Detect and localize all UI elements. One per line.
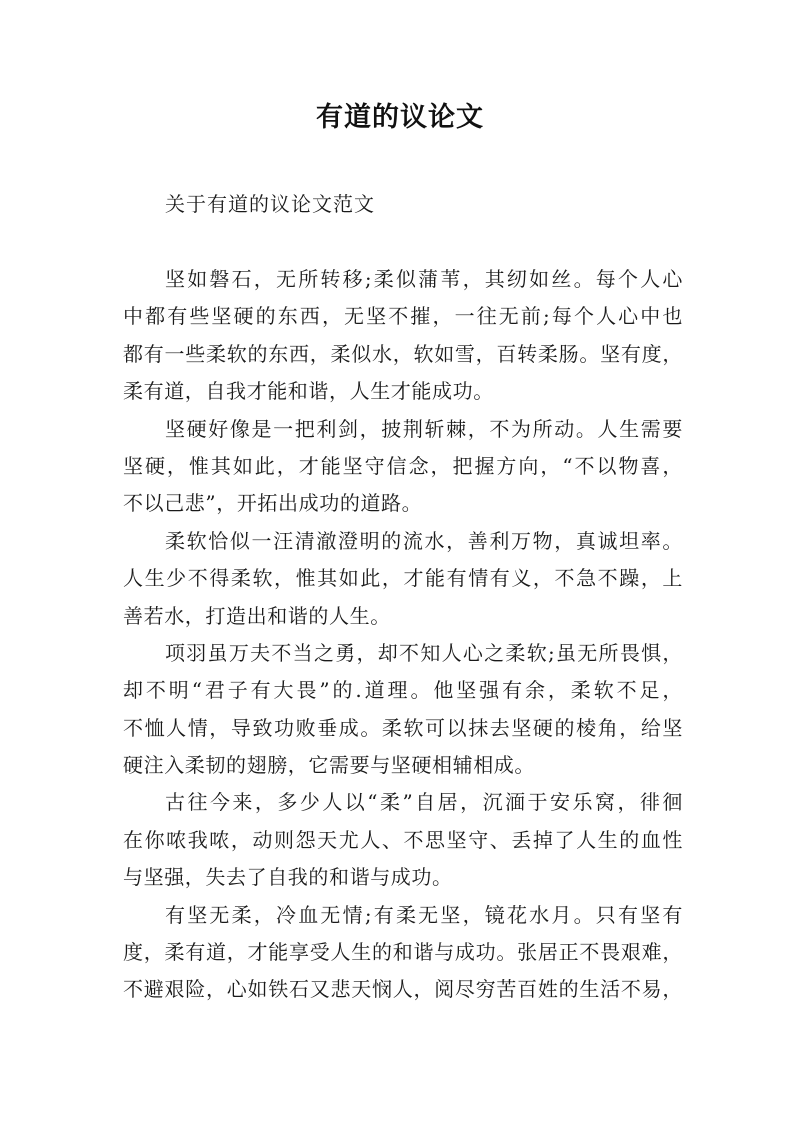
text-line: 柔有道，自我才能和谐，人生才能成功。 (123, 379, 494, 404)
paragraph-2 (123, 411, 683, 523)
text-line: 却不明“君子有大畏”的.道理。他坚强有余，柔软不足， (123, 678, 683, 703)
paragraph-1 (123, 261, 683, 411)
paragraph-3 (123, 523, 683, 635)
paragraph-5 (123, 784, 683, 896)
text-line: 坚硬好像是一把利剑，披荆斩棘，不为所动。人生需要 (165, 416, 683, 441)
text-line: 坚硬，惟其如此，才能坚守信念，把握方向，“不以物喜， (123, 453, 683, 478)
text-line: 不避艰险，心如铁石又悲天悯人，阅尽穷苦百姓的生活不易， (123, 977, 683, 1002)
text-line: 项羽虽万夫不当之勇，却不知人心之柔软;虽无所畏惧， (165, 640, 683, 665)
text-line: 都有一些柔软的东西，柔似水，软如雪，百转柔肠。坚有度， (123, 341, 683, 366)
text-line: 不以己悲”，开拓出成功的道路。 (123, 491, 423, 516)
text-line: 柔软恰似一汪清澈澄明的流水，善利万物，真诚坦率。 (165, 528, 683, 553)
text-line: 与坚强，失去了自我的和谐与成功。 (123, 865, 453, 890)
document-subtitle: 关于有道的议论文范文 (165, 192, 375, 216)
text-line: 中都有些坚硬的东西，无坚不摧，一往无前;每个人心中也 (123, 304, 683, 329)
text-line: 在你哝我哝，动则怨天尤人、不思坚守、丢掉了人生的血性 (123, 827, 683, 852)
text-line: 善若水，打造出和谐的人生。 (123, 603, 391, 628)
paragraph-6 (123, 897, 683, 1009)
text-line: 坚如磐石，无所转移;柔似蒲苇，其纫如丝。每个人心 (165, 267, 683, 291)
document-title: 有道的议论文 (316, 102, 484, 133)
text-line: 度，柔有道，才能享受人生的和谐与成功。张居正不畏艰难， (123, 940, 683, 965)
text-line: 不恤人情，导致功败垂成。柔软可以抹去坚硬的棱角，给坚 (123, 715, 683, 740)
text-line: 古往今来，多少人以“柔”自居，沉湎于安乐窝，徘徊 (165, 790, 683, 815)
text-line: 人生少不得柔软，惟其如此，才能有情有义，不急不躁，上 (123, 566, 683, 591)
paragraph-4 (123, 635, 683, 785)
text-line: 硬注入柔韧的翅膀，它需要与坚硬相辅相成。 (123, 753, 535, 778)
document-body (123, 261, 683, 1009)
text-line: 有坚无柔，冷血无情;有柔无坚，镜花水月。只有坚有 (165, 902, 683, 927)
